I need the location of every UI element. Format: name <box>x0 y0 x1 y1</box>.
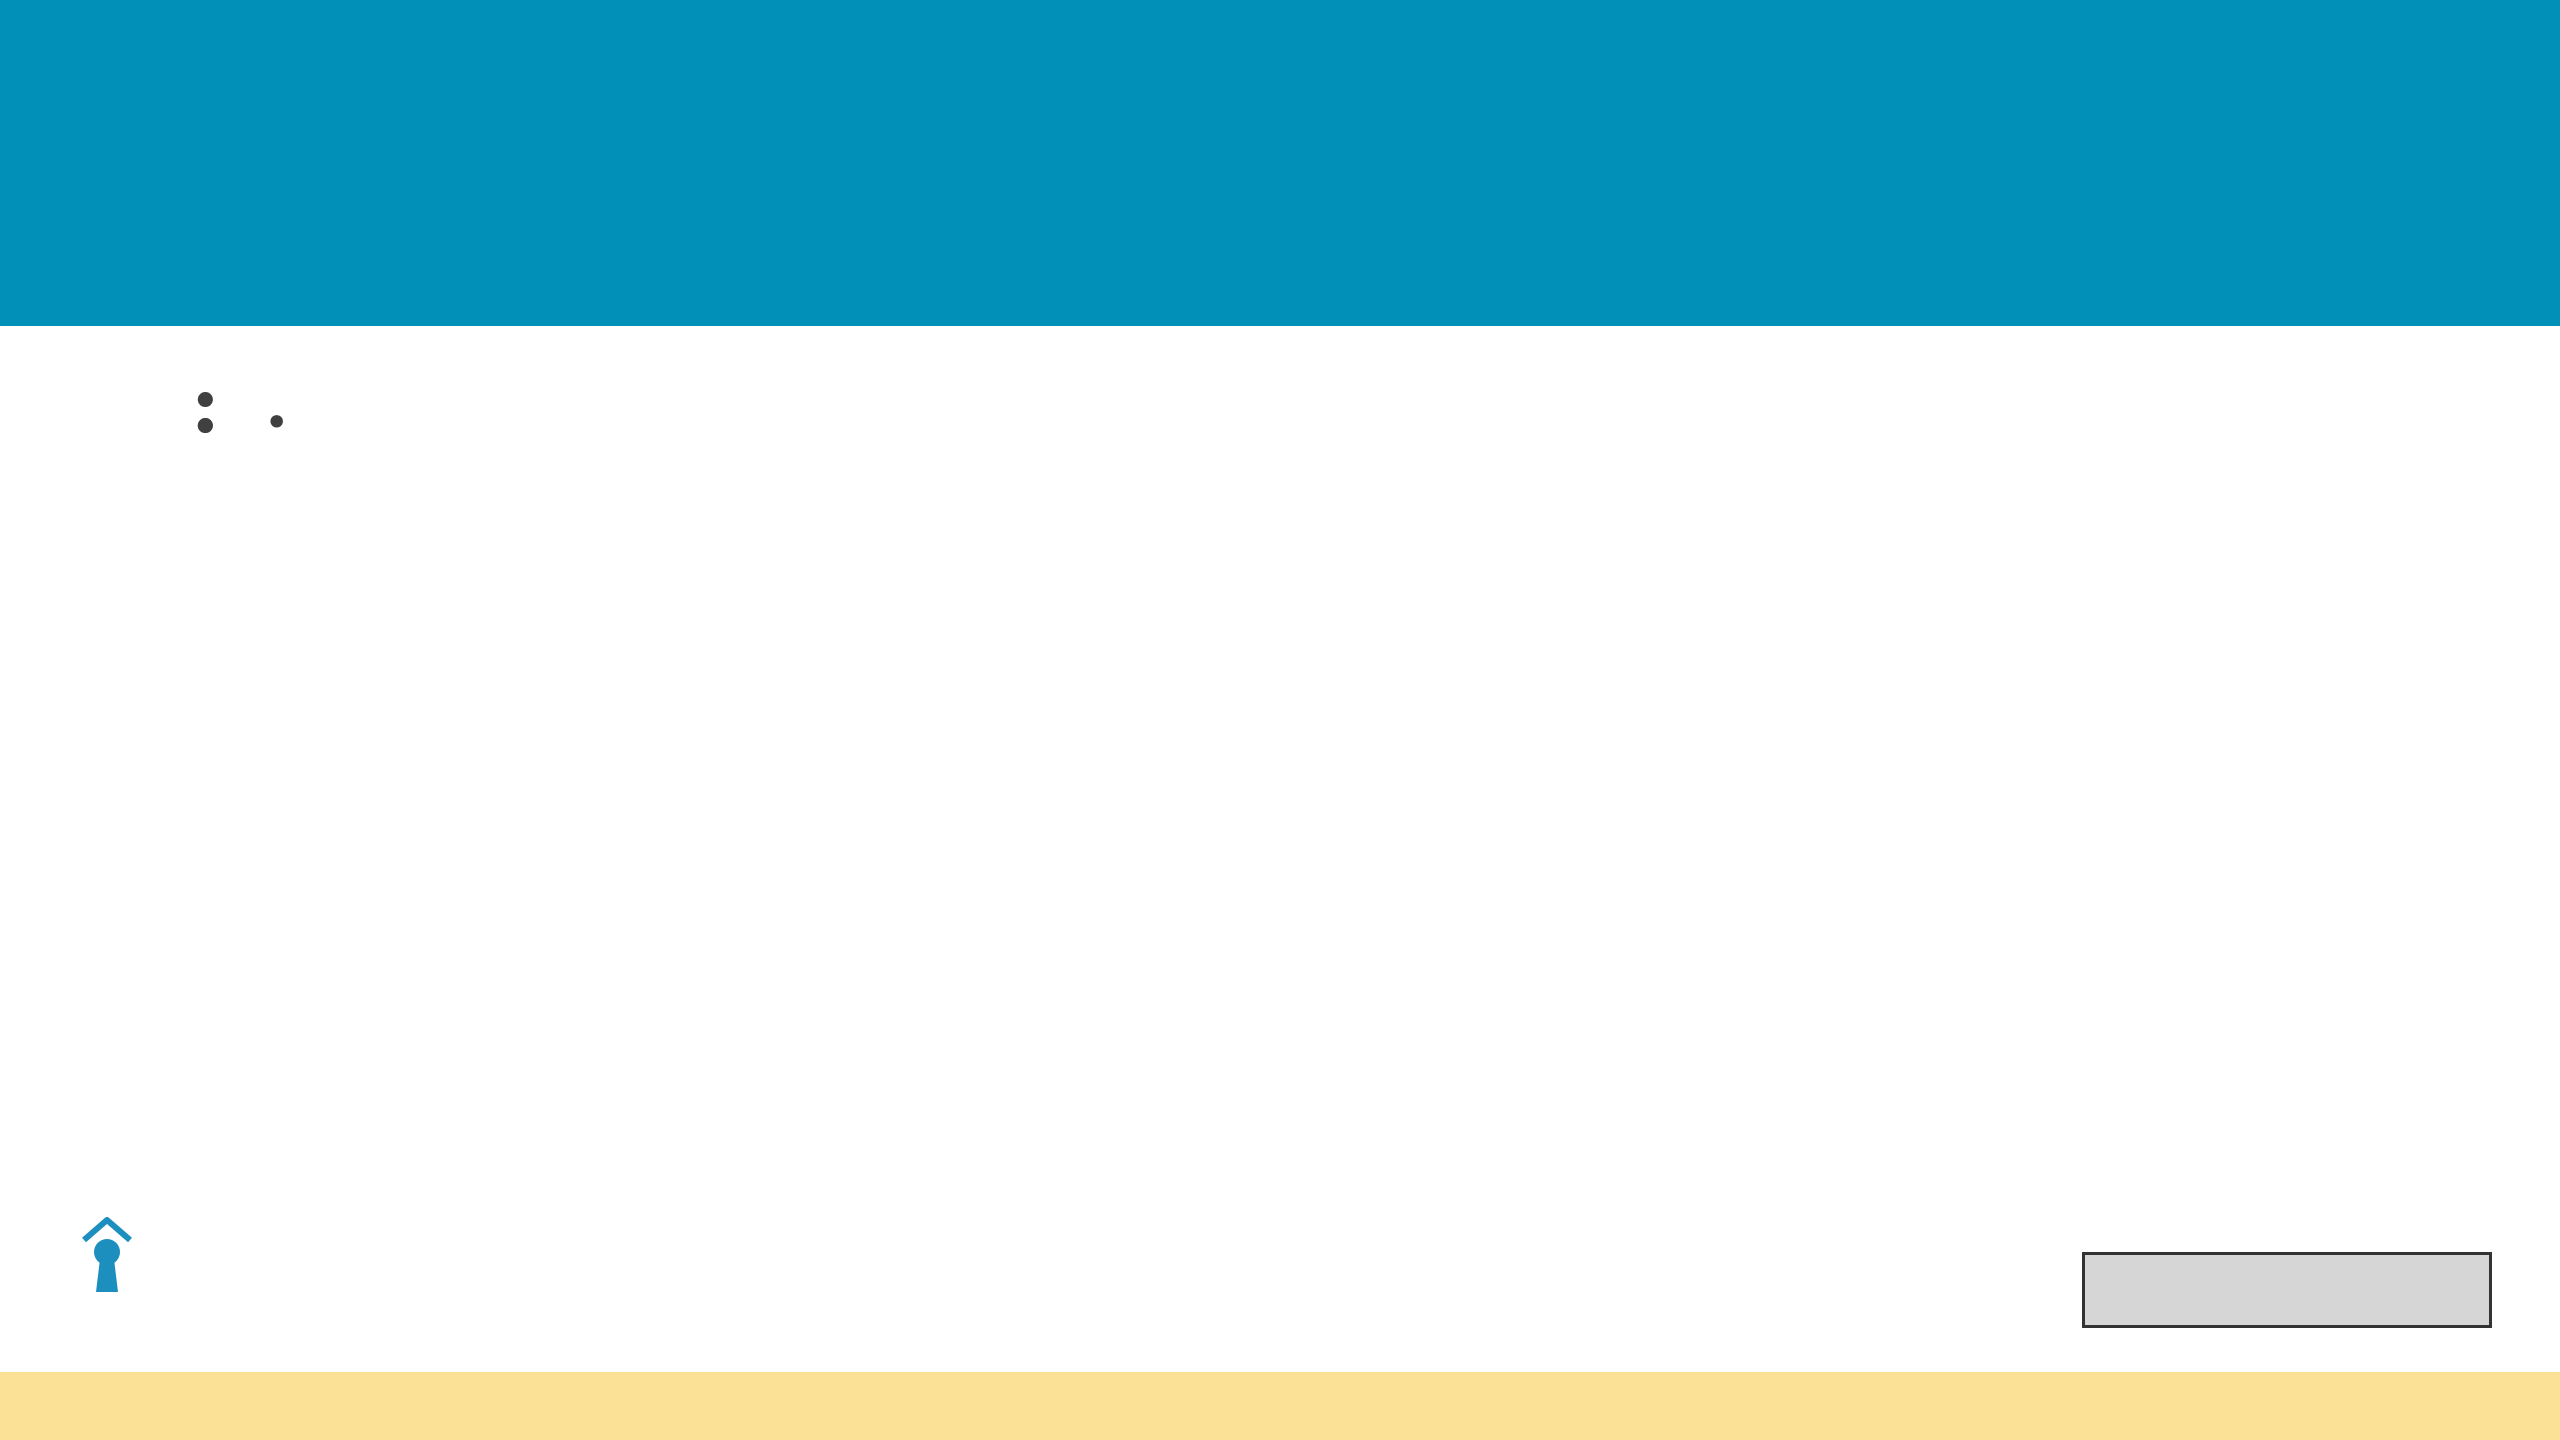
house-keyhole-icon <box>18 1214 208 1364</box>
title-bar <box>0 0 2560 326</box>
county-map-svg <box>1466 355 2516 1360</box>
map-legend <box>2082 1252 2492 1328</box>
bullet-list <box>190 368 1430 394</box>
footer-band <box>0 1372 2560 1440</box>
county-map <box>1466 355 2516 1360</box>
